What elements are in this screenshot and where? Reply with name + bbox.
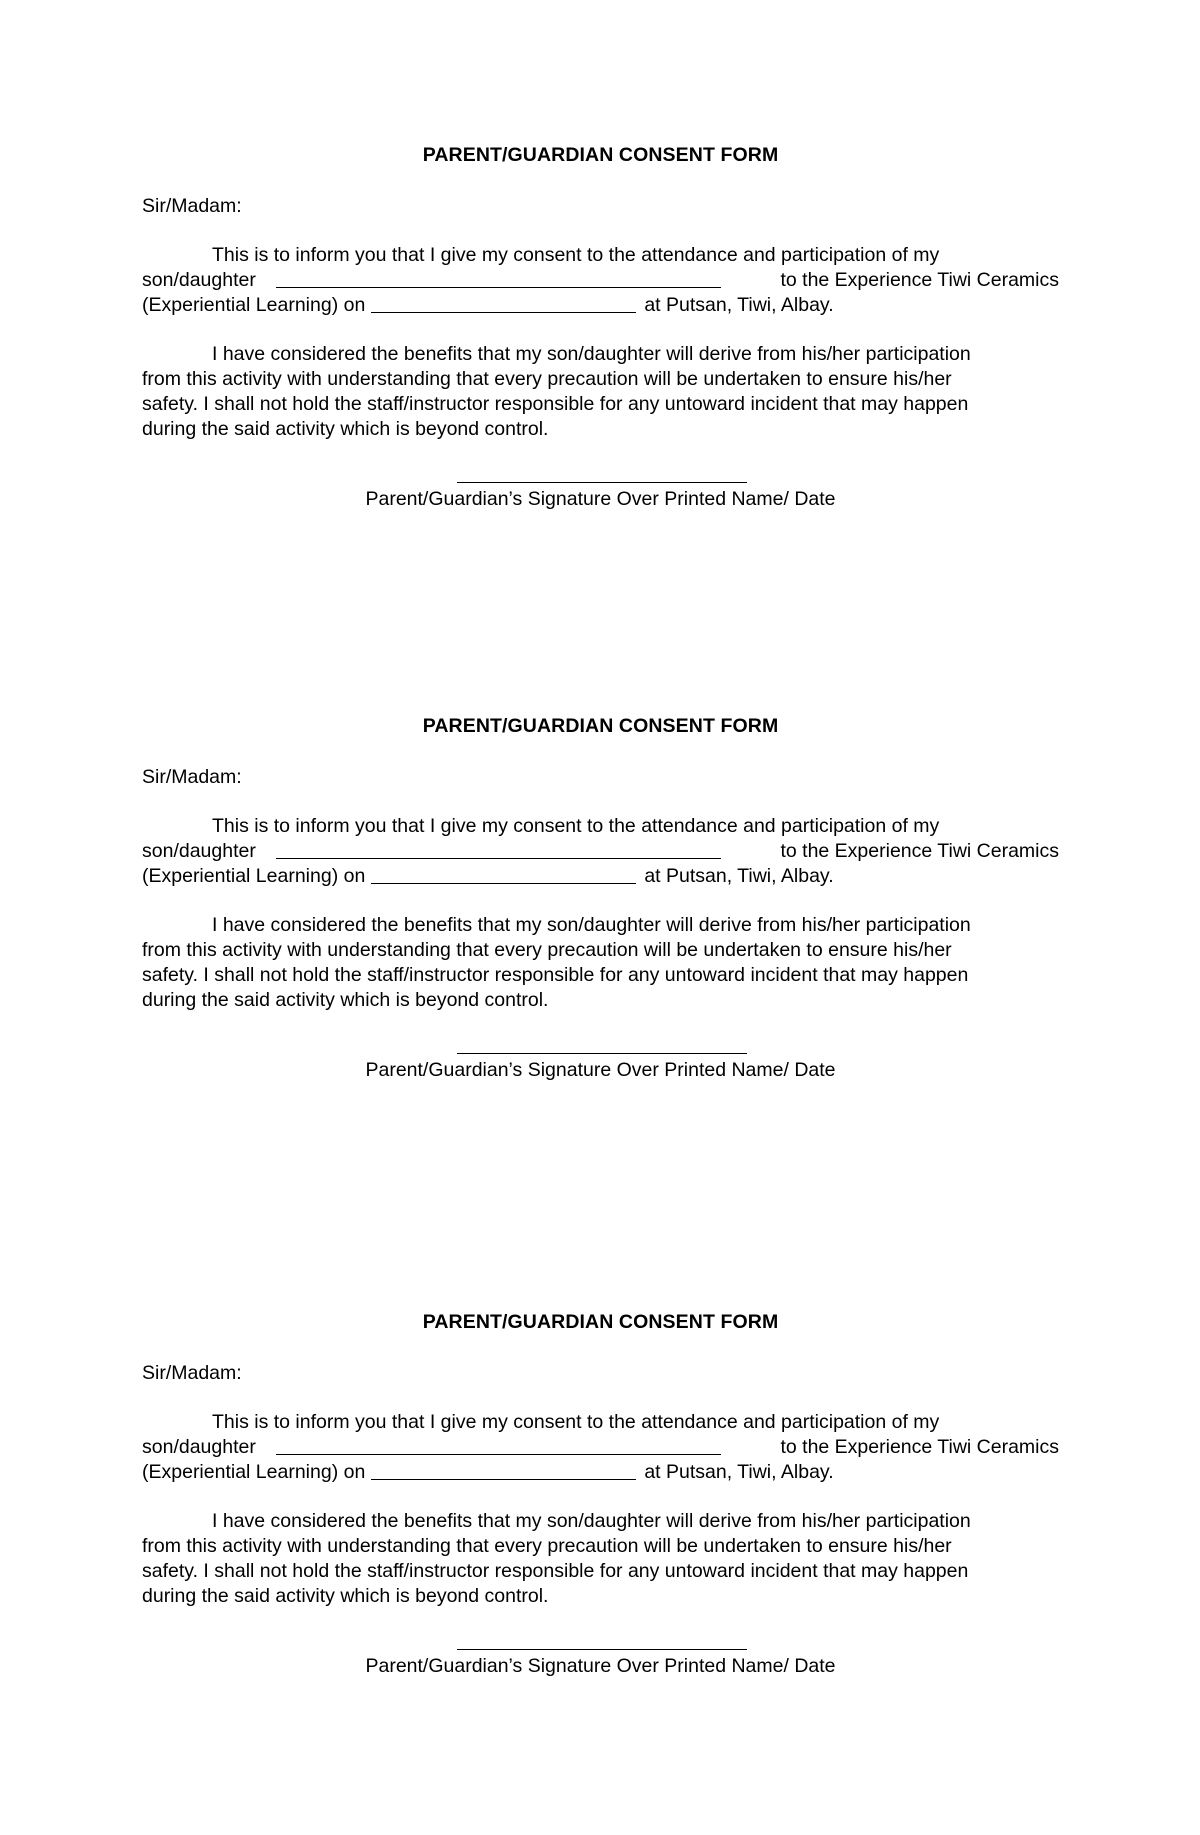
paragraph-line [142,1460,1059,1485]
text-segment: son/daughter [142,840,256,862]
text-segment: (Experiential Learning) on [142,865,366,887]
paragraph-line [142,839,1059,864]
form-title: PARENT/GUARDIAN CONSENT FORM [422,1311,779,1333]
text-line: I have considered the benefits that my son/daughter will derive from his/her participation [212,1510,971,1532]
consent-paragraph [142,1410,1059,1485]
child-name-blank[interactable] [276,268,721,288]
form-title: PARENT/GUARDIAN CONSENT FORM [422,144,779,166]
paragraph-line [142,938,1059,963]
consent-paragraph [142,243,1059,318]
text-segment: son/daughter [142,269,256,291]
paragraph-line [142,864,1059,889]
paragraph-line [142,1534,1059,1559]
signature-line[interactable] [457,482,747,483]
text-line: from this activity with understanding that every precaution will be undertaken to ensure his/her [142,939,952,961]
consent-form [142,142,1059,510]
paragraph-line [142,342,1059,367]
text-line: I have considered the benefits that my son/daughter will derive from his/her participation [212,343,971,365]
text-line: I have considered the benefits that my son/daughter will derive from his/her participation [212,914,971,936]
paragraph-line [142,367,1059,392]
form-title: PARENT/GUARDIAN CONSENT FORM [422,715,779,737]
text-segment: (Experiential Learning) on [142,294,366,316]
salutation: Sir/Madam: [142,195,242,217]
text-line: during the said activity which is beyond control. [142,989,549,1011]
paragraph-line [142,243,1059,268]
paragraph-line [142,1410,1059,1435]
text-segment: at Putsan, Tiwi, Albay. [644,294,834,316]
paragraph-line [142,913,1059,938]
acknowledgement-paragraph [142,1509,1059,1609]
paragraph-line [142,988,1059,1013]
paragraph-line [142,392,1059,417]
consent-form [142,713,1059,1081]
consent-paragraph [142,814,1059,889]
signature-caption: Parent/Guardian’s Signature Over Printed Name/ Date [365,488,836,510]
paragraph-line [142,293,1059,318]
text-line: during the said activity which is beyond control. [142,1585,549,1607]
date-blank[interactable] [371,864,636,884]
text-line: safety. I shall not hold the staff/instructor responsible for any untoward incident that may happen [142,964,969,986]
paragraph-line [142,1559,1059,1584]
text-segment: (Experiential Learning) on [142,1461,366,1483]
text-line: safety. I shall not hold the staff/instructor responsible for any untoward incident that may happen [142,1560,969,1582]
text-segment: son/daughter [142,1436,256,1458]
salutation: Sir/Madam: [142,1362,242,1384]
paragraph-line [142,963,1059,988]
text-line: This is to inform you that I give my consent to the attendance and participation of my [212,815,940,837]
text-line: from this activity with understanding that every precaution will be undertaken to ensure his/her [142,368,952,390]
paragraph-line [142,814,1059,839]
paragraph-line [142,1509,1059,1534]
text-segment: to the Experience Tiwi Ceramics [780,269,1059,291]
acknowledgement-paragraph [142,342,1059,442]
text-segment: at Putsan, Tiwi, Albay. [644,1461,834,1483]
child-name-blank[interactable] [276,839,721,859]
text-line: safety. I shall not hold the staff/instructor responsible for any untoward incident that may happen [142,393,969,415]
date-blank[interactable] [371,293,636,313]
paragraph-line [142,417,1059,442]
salutation: Sir/Madam: [142,766,242,788]
paragraph-line [142,268,1059,293]
child-name-blank[interactable] [276,1435,721,1455]
paragraph-line [142,1435,1059,1460]
paragraph-line [142,1584,1059,1609]
text-line: This is to inform you that I give my consent to the attendance and participation of my [212,1411,940,1433]
signature-caption: Parent/Guardian’s Signature Over Printed Name/ Date [365,1059,836,1081]
text-line: during the said activity which is beyond control. [142,418,549,440]
signature-caption: Parent/Guardian’s Signature Over Printed Name/ Date [365,1655,836,1677]
text-segment: at Putsan, Tiwi, Albay. [644,865,834,887]
consent-form [142,1309,1059,1677]
signature-line[interactable] [457,1053,747,1054]
text-segment: to the Experience Tiwi Ceramics [780,840,1059,862]
text-line: from this activity with understanding that every precaution will be undertaken to ensure his/her [142,1535,952,1557]
text-line: This is to inform you that I give my consent to the attendance and participation of my [212,244,940,266]
acknowledgement-paragraph [142,913,1059,1013]
date-blank[interactable] [371,1460,636,1480]
text-segment: to the Experience Tiwi Ceramics [780,1436,1059,1458]
signature-line[interactable] [457,1649,747,1650]
